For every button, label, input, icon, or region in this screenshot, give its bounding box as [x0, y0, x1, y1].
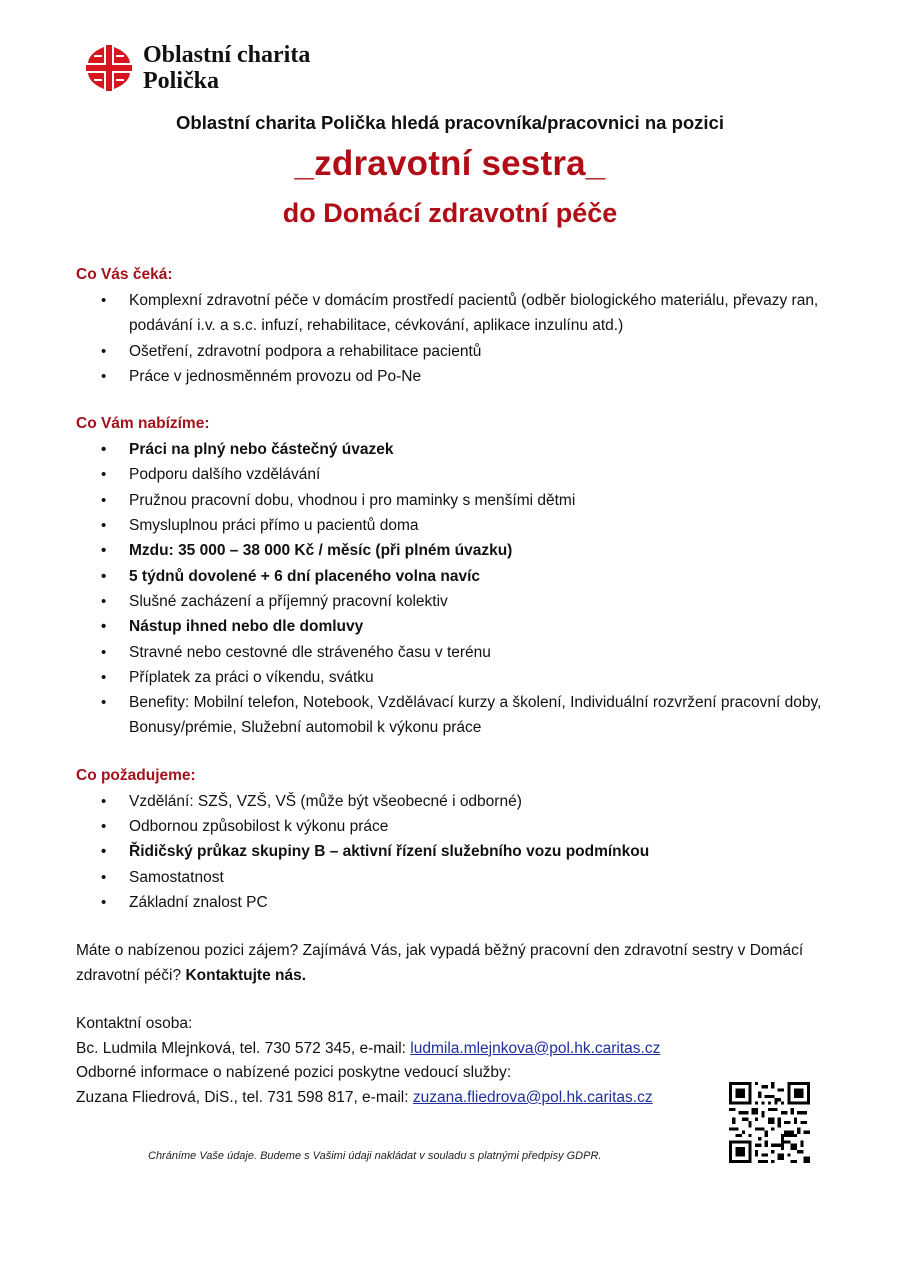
contact-us-text: Kontaktujte nás.	[185, 966, 307, 984]
list-item: • 5 týdnů dovolené + 6 dní placeného volna navíc	[76, 564, 836, 589]
contact-label-2: Odborné informace o nabízené pozici poskytne vedoucí služby	[76, 1064, 507, 1082]
position-title: _zdravotní sestra_	[294, 144, 606, 183]
gdpr-notice: Chráníme Vaše údaje. Budeme s Vašimi údaji nakládat v souladu s platnými předpisy GDPR.	[148, 1150, 602, 1162]
caritas-cross-icon	[85, 44, 133, 92]
offer-list	[76, 437, 836, 741]
list-item: • Řidičský průkaz skupiny B – aktivní řízení služebního vozu podmínkou	[76, 839, 836, 864]
logo-text	[143, 42, 310, 94]
list-item: • Slušné zacházení a příjemný pracovní kolektiv	[76, 589, 836, 614]
position-subtitle: do Domácí zdravotní péče	[282, 198, 618, 228]
logo-line-1: Oblastní charita	[143, 42, 311, 68]
section-heading-offer: Co Vám nabízíme:	[76, 415, 210, 433]
logo-line-2: Polička	[143, 68, 219, 94]
email-link-1[interactable]: ludmila.mlejnkova@pol.hk.caritas.cz	[410, 1039, 661, 1057]
list-item: • Pružnou pracovní dobu, vhodnou i pro maminky s menšími dětmi	[76, 488, 836, 513]
list-item: • Benefity: Mobilní telefon, Notebook, Vzdělávací kurzy a školení, Individuální rozvržení pracovní doby, Bonusy/prémie, Služební automobil k výkonu práce	[76, 690, 836, 741]
contact-person-2	[76, 1086, 836, 1111]
list-item: • Ošetření, zdravotní podpora a rehabilitace pacientů	[76, 339, 836, 364]
list-item: • Příplatek za práci o víkendu, svátku	[76, 665, 836, 690]
interest-text: Máte o nabízenou pozici zájem? Zajímává Vás, jak vypadá běžný pracovní den zdravotní sestry v Domácí zdravotní péči?	[76, 942, 804, 984]
contact-person-2-text: Zuzana Fliedrová, DiS., tel. 731 598 817, e-mail:	[76, 1088, 413, 1106]
list-item: • Smysluplnou práci přímo u pacientů doma	[76, 513, 836, 538]
list-item: • Samostatnost	[76, 865, 836, 890]
list-item: • Vzdělání: SZŠ, VZŠ, VŠ (může být všeobecné i odborné)	[76, 789, 836, 814]
list-item: • Práce v jednosměnném provozu od Po-Ne	[76, 364, 836, 389]
organization-logo	[85, 42, 310, 94]
contact-person-1	[76, 1037, 836, 1062]
contact-block	[76, 1012, 836, 1110]
list-item: • Mzdu: 35 000 – 38 000 Kč / měsíc (při plném úvazku)	[76, 538, 836, 563]
list-item: • Komplexní zdravotní péče v domácím prostředí pacientů (odběr biologického materiálu, převazy ran, podávání i.v. a s.c. infuzí, rehabilitace, cévkování, aplikace inzulínu atd.)	[76, 288, 836, 339]
qr-code-icon[interactable]	[729, 1082, 810, 1163]
section-heading-expects: Co Vás čeká:	[76, 266, 173, 283]
require-list	[76, 789, 836, 915]
list-item: • Odbornou způsobilost k výkonu práce	[76, 814, 836, 839]
list-item: • Práci na plný nebo částečný úvazek	[76, 437, 836, 462]
interest-paragraph	[76, 939, 836, 988]
list-item: • Základní znalost PC	[76, 890, 836, 915]
contact-person-1-text: Bc. Ludmila Mlejnková, tel. 730 572 345, e-mail:	[76, 1039, 411, 1057]
intro-text: Oblastní charita Polička hledá pracovníka/pracovnici na pozici	[176, 112, 724, 133]
contact-info-line: Odborné informace o nabízené pozici poskytne vedoucí služby:	[76, 1064, 512, 1082]
email-link-2[interactable]: zuzana.fliedrova@pol.hk.caritas.cz	[412, 1088, 653, 1106]
list-item: • Stravné nebo cestovné dle stráveného času v terénu	[76, 640, 836, 665]
contact-label: Kontaktní osoba	[76, 1015, 189, 1033]
job-details	[76, 264, 836, 1110]
list-item: • Podporu dalšího vzdělávání	[76, 462, 836, 487]
expects-list	[76, 288, 836, 389]
list-item: • Nástup ihned nebo dle domluvy	[76, 614, 836, 639]
contact-person-line: Kontaktní osoba:	[76, 1015, 193, 1033]
section-heading-require: Co požadujeme:	[76, 766, 196, 784]
